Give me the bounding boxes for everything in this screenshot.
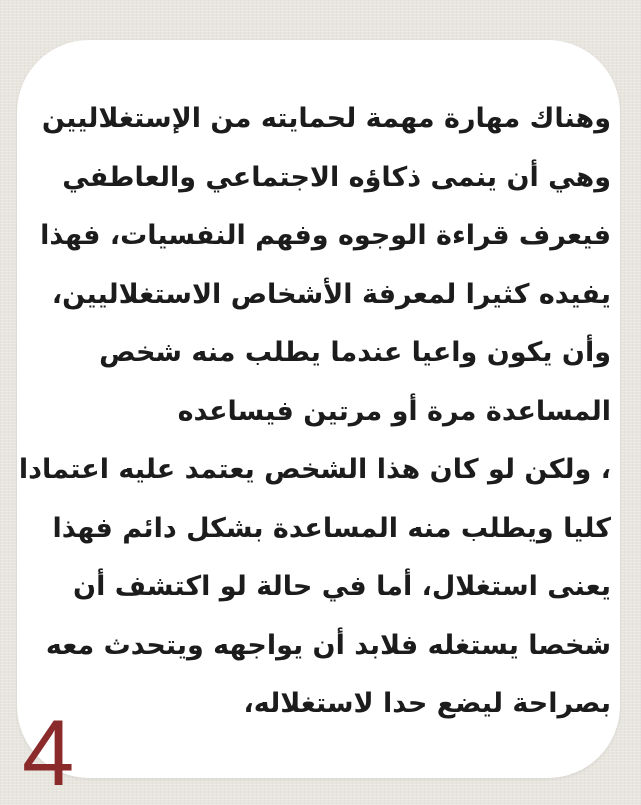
text-line: كليا ويطلب منه المساعدة بشكل دائم فهذا	[52, 512, 611, 544]
text-line: فيعرف قراءة الوجوه وفهم النفسيات، فهذا	[40, 220, 611, 251]
text-line: ، ولكن لو كان هذا الشخص يعتمد عليه اعتمادا	[18, 454, 611, 485]
text-line: يفيده كثيرا لمعرفة الأشخاص الاستغلاليين،	[51, 278, 611, 310]
text-line: المساعدة مرة أو مرتين فيساعده	[177, 395, 611, 427]
text-line: وهناك مهارة مهمة لحمايته من الإستغلاليين	[41, 103, 611, 134]
text-line: شخصا يستغله فلابد أن يواجهه ويتحدث معه	[45, 629, 611, 661]
content-card	[17, 40, 620, 778]
text-line: يعنى استغلال، أما في حالة لو اكتشف أن	[73, 571, 611, 602]
text-line: وأن يكون واعيا عندما يطلب منه شخص	[99, 337, 611, 368]
text-line: وهي أن ينمى ذكاؤه الاجتماعي والعاطفي	[62, 161, 611, 193]
text-line: بصراحة ليضع حدا لاستغلاله،	[243, 688, 611, 719]
body-text	[18, 90, 611, 734]
page-number: 4	[22, 700, 75, 805]
